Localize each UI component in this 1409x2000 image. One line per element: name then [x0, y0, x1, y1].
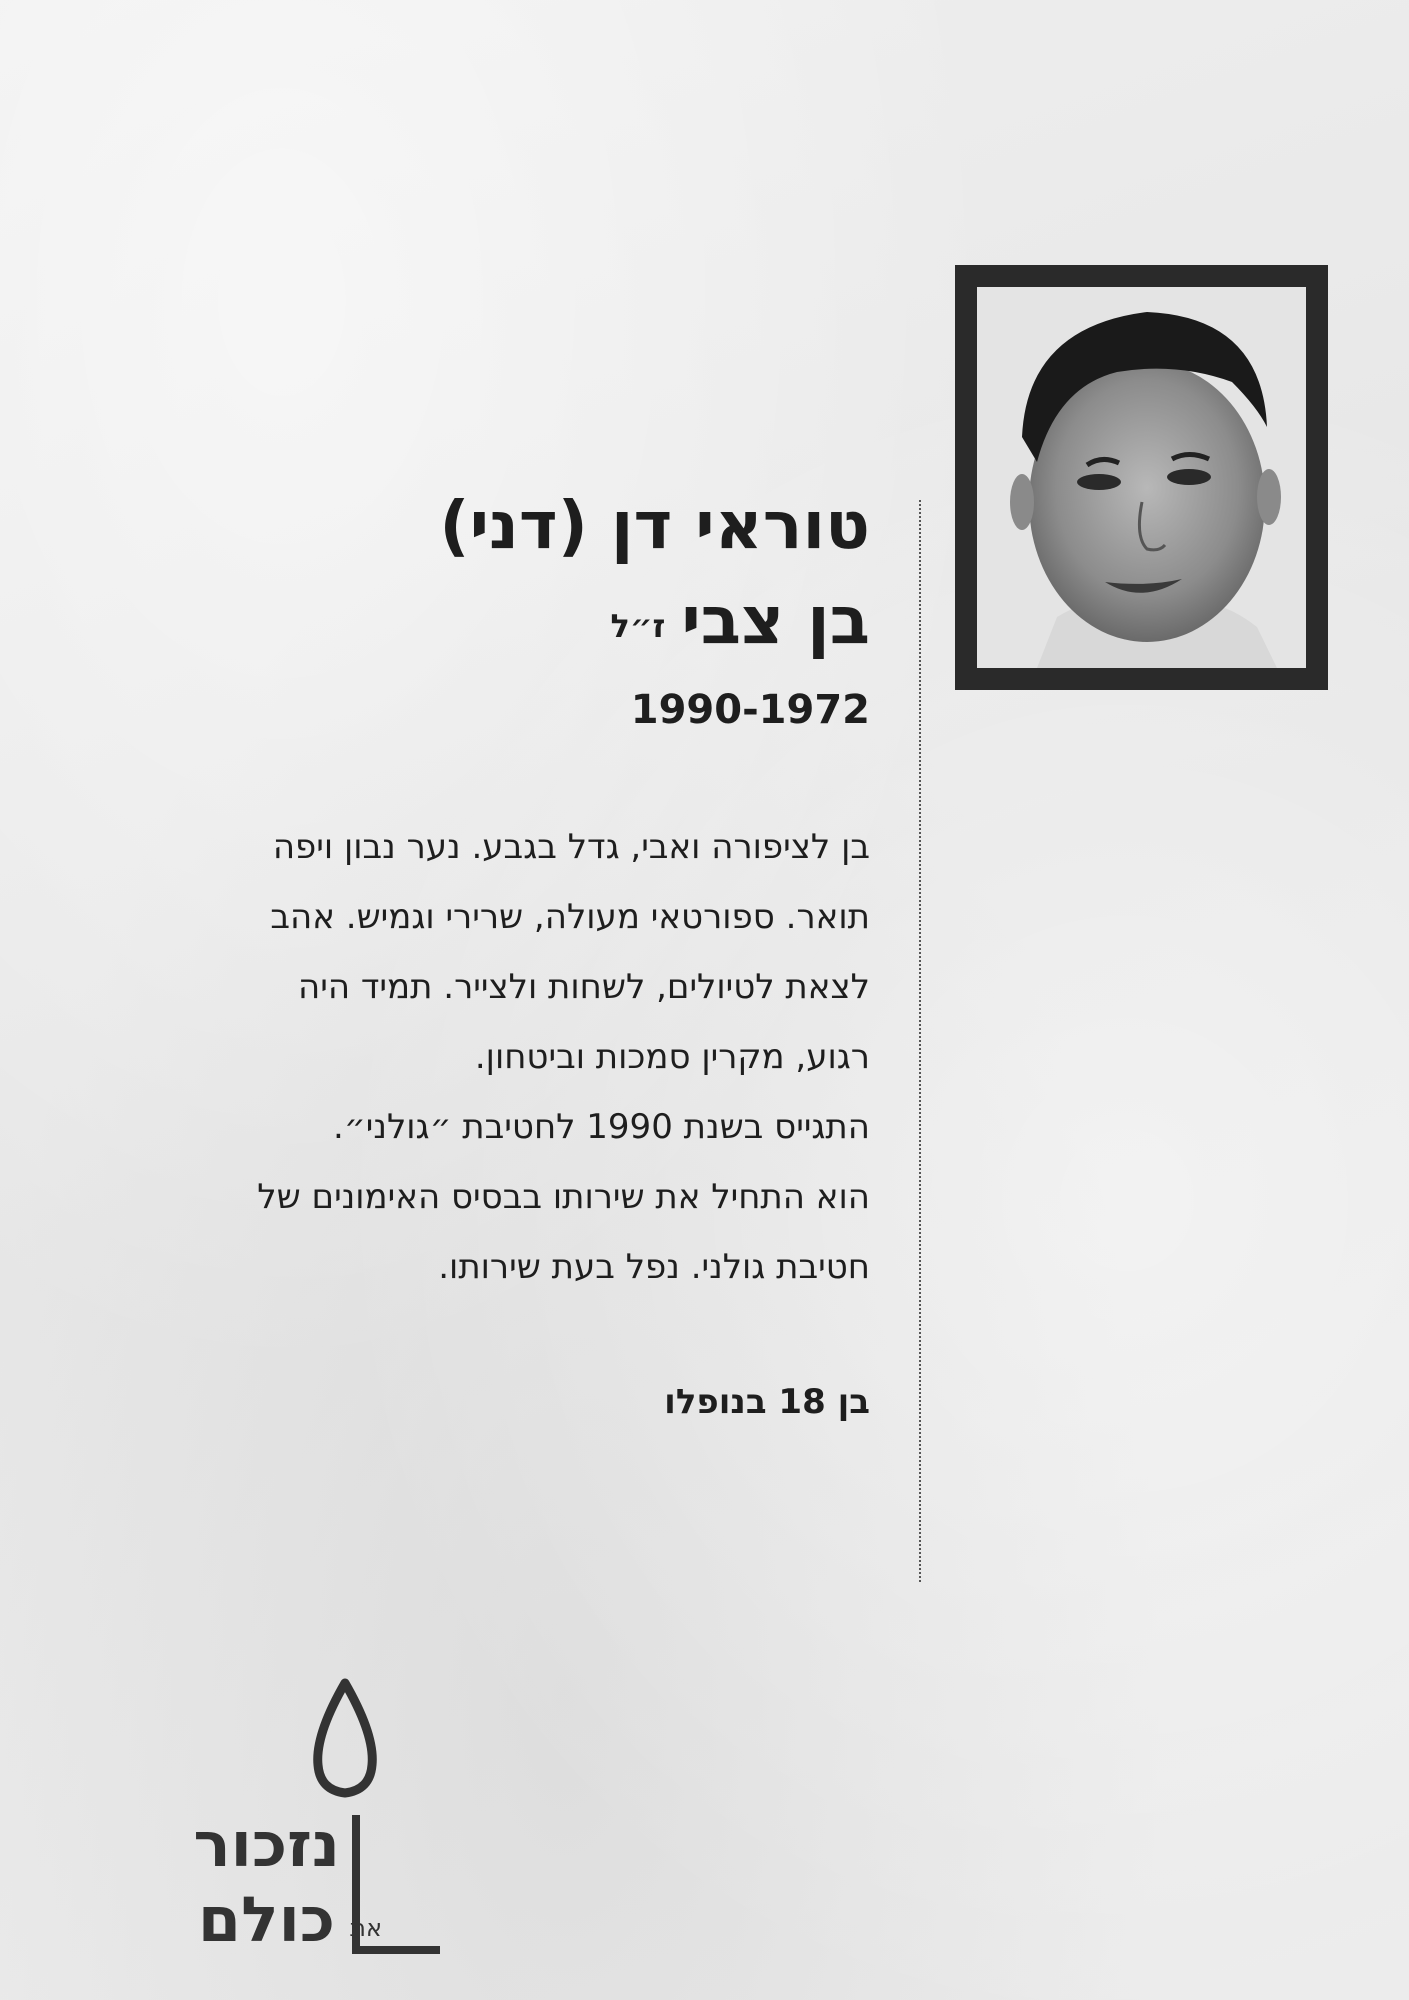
vertical-dotted-divider	[919, 500, 921, 1582]
bio-line: התגייס בשנת 1990 לחטיבת ״גולני״.	[333, 1107, 870, 1147]
honorific: ז״ל	[610, 607, 666, 645]
age-at-death: בן 18 בנופלו	[664, 1382, 870, 1422]
logo-word-kulam: כולם	[197, 1883, 335, 1956]
logo-word-nizkor: נזכור	[193, 1808, 340, 1881]
logo-word-et: את	[350, 1914, 382, 1942]
bio-line: תואר. ספורטאי מעולה, שרירי וגמיש. אהב	[270, 897, 870, 937]
bio-line: לצאת לטיולים, לשחות ולצייר. תמיד היה	[298, 967, 870, 1007]
bio-line: חטיבת גולני. נפל בעת שירותו.	[438, 1247, 870, 1287]
bio-line: בן לציפורה ואבי, גדל בגבע. נער נבון ויפה	[272, 827, 870, 867]
name-surname: בן צבי	[681, 582, 870, 659]
years: 1990-1972	[630, 687, 870, 733]
bio-line: רגוע, מקרין סמכות וביטחון.	[474, 1037, 870, 1077]
portrait-silhouette	[977, 287, 1306, 668]
portrait-photo	[977, 287, 1306, 668]
memorial-logo	[110, 1675, 450, 1965]
portrait-frame	[955, 265, 1328, 690]
biography	[130, 812, 870, 1302]
bio-line: הוא התחיל את שירותו בבסיס האימונים של	[257, 1177, 870, 1217]
name-line-1: טוראי דן (דני)	[439, 487, 870, 564]
name-line-2	[130, 583, 870, 664]
